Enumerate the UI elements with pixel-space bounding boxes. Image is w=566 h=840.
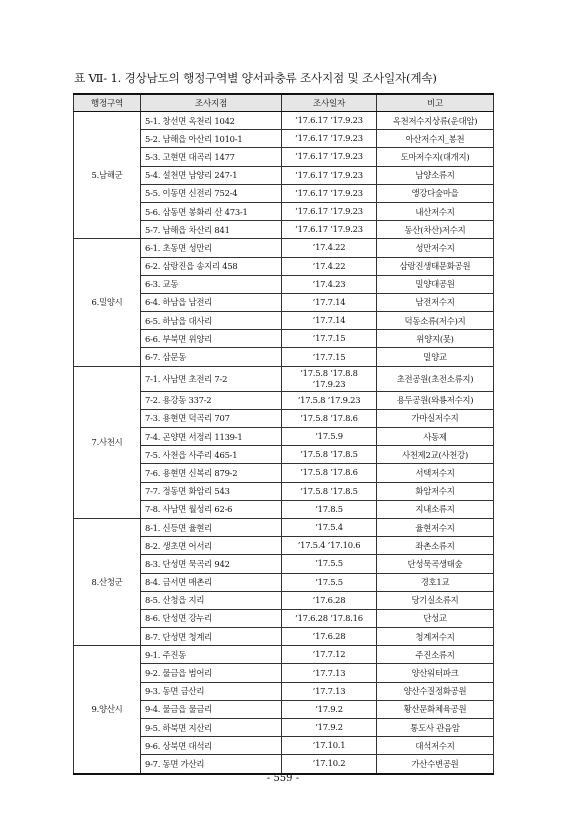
date-cell	[282, 591, 377, 609]
date-cell	[282, 500, 377, 518]
site-cell: 6-4. 하남읍 남전리	[141, 293, 282, 311]
table-body	[74, 112, 494, 774]
date-cell	[282, 628, 377, 646]
date-value: ’17.6.17 ’17.9.23	[295, 187, 363, 198]
site-cell: 9-7. 동면 가산리	[141, 755, 282, 774]
date-value: ’17.10.2	[312, 758, 346, 769]
note-cell: 위양지(못)	[377, 330, 494, 348]
date-cell	[282, 202, 377, 220]
date-cell	[282, 293, 377, 311]
site-cell: 8-1. 신등면 율현리	[141, 518, 282, 536]
site-cell: 9-6. 상북면 대석리	[141, 737, 282, 755]
date-cell	[282, 428, 377, 446]
date-cell	[282, 555, 377, 573]
site-cell: 7-5. 사천읍 사주리 465-1	[141, 446, 282, 464]
date-value: ’17.7.13	[312, 685, 346, 696]
note-cell: 밀양대공원	[377, 275, 494, 293]
date-cell	[282, 166, 377, 184]
date-value: ’17.5.8 ’17.8.6	[300, 467, 358, 478]
date-cell	[282, 221, 377, 239]
note-cell: 통도사 관음암	[377, 719, 494, 737]
note-cell: 율현저수지	[377, 518, 494, 536]
site-cell: 5-7. 남해읍 차산리 841	[141, 221, 282, 239]
table-row	[74, 646, 494, 664]
site-cell: 5-1. 창선면 옥천리 1042	[141, 112, 282, 130]
date-value: ’17.9.2	[315, 722, 343, 733]
date-value: ’17.6.17 ’17.9.23	[295, 115, 363, 126]
site-cell: 7-6. 용현면 신복리 879-2	[141, 464, 282, 482]
date-cell	[282, 148, 377, 166]
note-cell: 가마실저수지	[377, 409, 494, 427]
site-cell: 8-6. 단성면 강누리	[141, 609, 282, 627]
note-cell: 경호1교	[377, 573, 494, 591]
date-cell	[282, 312, 377, 330]
note-cell: 황산문화체육공원	[377, 700, 494, 718]
date-value: ’17.5.8 ’17.8.6	[300, 412, 358, 423]
date-value: ’17.5.8 ’17.8.5	[300, 449, 358, 460]
date-value: ’17.8.5	[315, 503, 343, 514]
date-value: ’17.7.15	[312, 351, 346, 362]
site-cell: 6-6. 부북면 위양리	[141, 330, 282, 348]
note-cell: 남양소류지	[377, 166, 494, 184]
note-cell: 단성묵곡생태숲	[377, 555, 494, 573]
date-cell	[282, 409, 377, 427]
note-cell: 대석저수지	[377, 737, 494, 755]
date-value: ’17.6.17 ’17.9.23	[295, 206, 363, 217]
note-cell: 성만저수지	[377, 239, 494, 257]
site-cell: 8-5. 산청읍 지리	[141, 591, 282, 609]
date-cell	[282, 537, 377, 555]
date-cell	[282, 391, 377, 409]
survey-table	[73, 93, 494, 775]
site-cell: 6-7. 삼문동	[141, 348, 282, 366]
date-value: ’17.7.14	[312, 315, 346, 326]
date-value: ’17.7.13	[312, 667, 346, 678]
site-cell: 7-3. 용현면 덕곡리 707	[141, 409, 282, 427]
header-date: 조사일자	[282, 94, 377, 112]
note-cell: 주진소류지	[377, 646, 494, 664]
site-cell: 7-4. 곤양면 서정리 1139-1	[141, 428, 282, 446]
site-cell: 8-4. 금서면 매촌리	[141, 573, 282, 591]
region-cell: 5.남해군	[74, 112, 141, 239]
date-cell	[282, 257, 377, 275]
note-cell: 화암저수지	[377, 482, 494, 500]
date-cell	[282, 464, 377, 482]
date-value: ’17.5.5	[315, 558, 343, 569]
note-cell: 사동제	[377, 428, 494, 446]
date-cell	[282, 130, 377, 148]
date-value: ’17.7.15	[312, 333, 346, 344]
note-cell: 도마저수지(대개지)	[377, 148, 494, 166]
date-value: ’17.6.17 ’17.9.23	[295, 224, 363, 235]
note-cell: 밀양교	[377, 348, 494, 366]
site-cell: 9-2. 물금읍 범어리	[141, 664, 282, 682]
region-cell: 9.양산시	[74, 646, 141, 774]
date-cell	[282, 755, 377, 774]
note-cell: 단성교	[377, 609, 494, 627]
date-value: ’17.5.4 ’17.10.6	[297, 540, 361, 551]
site-cell: 8-2. 생초면 어서리	[141, 537, 282, 555]
table-row	[74, 518, 494, 536]
date-cell	[282, 330, 377, 348]
date-cell	[282, 737, 377, 755]
note-cell: 옥천저수지상류(운대암)	[377, 112, 494, 130]
date-cell	[282, 275, 377, 293]
site-cell: 5-4. 설천면 남양리 247-1	[141, 166, 282, 184]
date-cell	[282, 682, 377, 700]
note-cell: 당기실소류지	[377, 591, 494, 609]
site-cell: 9-4. 물금읍 물금리	[141, 700, 282, 718]
date-cell	[282, 609, 377, 627]
date-value: ’17.7.12	[312, 649, 346, 660]
date-cell	[282, 482, 377, 500]
site-cell: 5-2. 남해읍 아산리 1010-1	[141, 130, 282, 148]
date-value: ’17.7.14	[312, 296, 346, 307]
date-cell	[282, 348, 377, 366]
date-cell	[282, 518, 377, 536]
date-value: ’17.6.28	[312, 594, 346, 605]
site-cell: 5-5. 이동면 신전리 752-4	[141, 184, 282, 202]
note-cell: 가산수변공원	[377, 755, 494, 774]
date-value: ’17.6.28	[312, 631, 346, 642]
date-cell	[282, 112, 377, 130]
date-value: ’17.4.23	[312, 278, 346, 289]
site-cell: 9-3. 동면 금산리	[141, 682, 282, 700]
date-value: ’17.6.17 ’17.9.23	[295, 151, 363, 162]
date-cell	[282, 366, 377, 391]
region-cell: 7.사천시	[74, 366, 141, 518]
site-cell: 8-3. 단성면 묵곡리 942	[141, 555, 282, 573]
table-row	[74, 112, 494, 130]
date-value: ’17.5.5	[315, 576, 343, 587]
note-cell: 사천제2교(사천강)	[377, 446, 494, 464]
site-cell: 5-6. 삼동면 봉화리 산 473-1	[141, 202, 282, 220]
date-value: ’17.5.9	[315, 431, 343, 442]
table-caption: 표 Ⅶ- 1. 경상남도의 행정구역별 양서파충류 조사지점 및 조사일자(계속)	[74, 71, 437, 85]
note-cell: 아산저수지_봉천	[377, 130, 494, 148]
note-cell: 용두공원(와룡저수지)	[377, 391, 494, 409]
date-cell	[282, 573, 377, 591]
region-cell: 8.산청군	[74, 518, 141, 645]
note-cell: 남전저수지	[377, 293, 494, 311]
site-cell: 6-3. 교동	[141, 275, 282, 293]
date-value: ’17.4.22	[312, 260, 346, 271]
date-cell	[282, 700, 377, 718]
note-cell: 덕동소류(저수)지	[377, 312, 494, 330]
note-cell: 삼랑진생태문화공원	[377, 257, 494, 275]
site-cell: 9-1. 주진동	[141, 646, 282, 664]
site-cell: 6-5. 하남읍 대사리	[141, 312, 282, 330]
note-cell: 양산워터파크	[377, 664, 494, 682]
site-cell: 8-7. 단성면 청계리	[141, 628, 282, 646]
date-value: ’17.5.4	[315, 522, 343, 533]
date-value: ’17.5.8 ’17.8.8	[300, 367, 358, 378]
header-region: 행정구역	[74, 94, 141, 112]
note-cell: 내산저수지	[377, 202, 494, 220]
date-value: ’17.4.22	[312, 242, 346, 253]
note-cell: 양산수질정화공원	[377, 682, 494, 700]
date-value: ’17.6.17 ’17.9.23	[295, 133, 363, 144]
table-row	[74, 239, 494, 257]
site-cell: 7-1. 사남면 초전리 7-2	[141, 366, 282, 391]
site-cell: 7-2. 용강동 337-2	[141, 391, 282, 409]
date-value: ’17.5.8 ’17.9.23	[297, 394, 361, 405]
site-cell: 7-7. 정동면 화암리 543	[141, 482, 282, 500]
table-header-row	[74, 94, 494, 112]
site-cell: 6-2. 삼랑진읍 송지리 458	[141, 257, 282, 275]
date-value: ’17.9.23	[312, 378, 346, 389]
note-cell: 앵강다숲마을	[377, 184, 494, 202]
header-site: 조사지점	[141, 94, 282, 112]
date-value: ’17.5.8 ’17.8.5	[300, 485, 358, 496]
header-note: 비고	[377, 94, 494, 112]
date-cell	[282, 239, 377, 257]
date-cell	[282, 184, 377, 202]
date-value: ’17.6.28 ’17.8.16	[295, 612, 363, 623]
date-value: ’17.6.17 ’17.9.23	[295, 169, 363, 180]
date-value: ’17.10.1	[312, 740, 346, 751]
table-row	[74, 366, 494, 391]
note-cell: 지내소류지	[377, 500, 494, 518]
note-cell: 초전공원(초전소류지)	[377, 366, 494, 391]
date-value: ’17.9.2	[315, 703, 343, 714]
site-cell: 9-5. 하북면 지산리	[141, 719, 282, 737]
date-cell	[282, 646, 377, 664]
note-cell: 좌촌소류지	[377, 537, 494, 555]
note-cell: 청계저수지	[377, 628, 494, 646]
date-cell	[282, 664, 377, 682]
site-cell: 5-3. 고현면 대곡리 1477	[141, 148, 282, 166]
page-number: - 559 -	[266, 773, 300, 784]
note-cell: 서택저수지	[377, 464, 494, 482]
date-cell	[282, 719, 377, 737]
date-cell	[282, 446, 377, 464]
note-cell: 동산(차산)저수지	[377, 221, 494, 239]
site-cell: 6-1. 초동면 성만리	[141, 239, 282, 257]
region-cell: 6.밀양시	[74, 239, 141, 366]
site-cell: 7-8. 사남면 월성리 62-6	[141, 500, 282, 518]
